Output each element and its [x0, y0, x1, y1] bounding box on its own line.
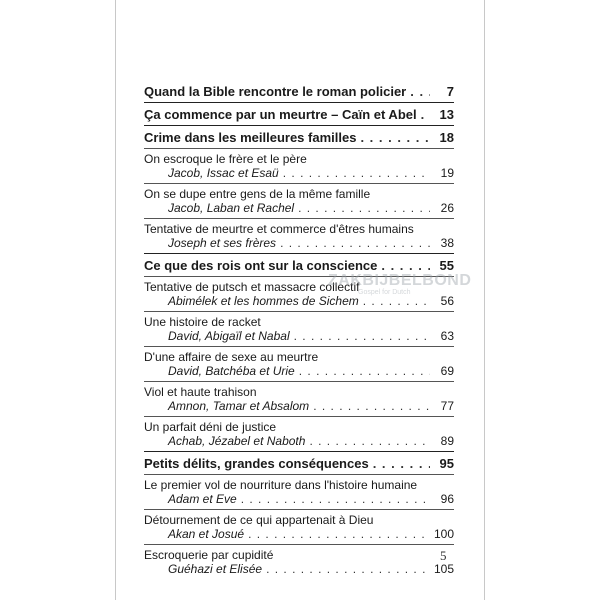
toc-section — [144, 509, 454, 544]
dot-leader — [266, 562, 430, 577]
toc-row — [144, 258, 454, 273]
page-ref: 69 — [440, 364, 454, 378]
section-characters: Amnon, Tamar et Absalom — [168, 399, 310, 413]
toc-section — [144, 276, 454, 311]
dot-leader — [363, 294, 430, 309]
dot-leader — [313, 399, 430, 414]
page-number: 5 — [440, 548, 447, 563]
page-ref: 100 — [434, 527, 455, 541]
watermark-tagline: Gospel for Dutch — [358, 289, 411, 296]
dot-leader — [381, 258, 430, 273]
dot-leader — [283, 166, 430, 181]
section-title: Escroquerie par cupidité — [144, 548, 274, 562]
page-ref: 95 — [439, 456, 454, 471]
toc-row — [144, 492, 454, 507]
toc-section — [144, 416, 454, 451]
section-title: D'une affaire de sexe au meurtre — [144, 350, 319, 364]
toc-chapter — [144, 451, 454, 474]
section-characters: Guéhazi et Elisée — [168, 562, 263, 576]
dot-leader — [294, 329, 430, 344]
dot-leader — [299, 364, 430, 379]
toc-section — [144, 218, 454, 253]
dot-leader — [309, 434, 430, 449]
toc-section — [144, 544, 454, 579]
toc-row — [144, 201, 454, 216]
watermark-brand: ZAKBIJBELBOND — [328, 272, 472, 289]
section-title: Tentative de meurtre et commerce d'êtres humains — [144, 222, 414, 236]
page-ref: 63 — [440, 329, 454, 343]
toc-section — [144, 474, 454, 509]
toc-section — [144, 381, 454, 416]
page-ref: 105 — [434, 562, 455, 576]
section-title: Viol et haute trahison — [144, 385, 257, 399]
chapter-title: Quand la Bible rencontre le roman policier — [144, 84, 407, 99]
page-ref: 55 — [439, 258, 454, 273]
toc-row — [144, 399, 454, 414]
section-characters: Jacob, Laban et Rachel — [168, 201, 295, 215]
page-ref: 26 — [440, 201, 454, 215]
toc-row — [144, 527, 454, 542]
page-ref: 13 — [439, 107, 454, 122]
dot-leader — [280, 236, 430, 251]
page-ref: 7 — [446, 84, 454, 99]
toc-section — [144, 183, 454, 218]
section-title: Détournement de ce qui appartenait à Dieu — [144, 513, 374, 527]
section-title: Le premier vol de nourriture dans l'histoire humaine — [144, 478, 418, 492]
section-title: On escroque le frère et le père — [144, 152, 307, 166]
section-characters: Abimélek et les hommes de Sichem — [168, 294, 359, 308]
page-ref: 96 — [440, 492, 454, 506]
toc-section — [144, 346, 454, 381]
section-title: Une histoire de racket — [144, 315, 261, 329]
section-characters: Adam et Eve — [168, 492, 237, 506]
dot-leader — [410, 84, 430, 99]
toc-row — [144, 329, 454, 344]
section-title: Un parfait déni de justice — [144, 420, 277, 434]
toc-row — [144, 434, 454, 449]
toc-row — [144, 294, 454, 309]
section-characters: David, Batchéba et Urie — [168, 364, 295, 378]
section-characters: Akan et Josué — [168, 527, 245, 541]
chapter-title: Ce que des rois ont sur la conscience — [144, 258, 378, 273]
toc-row — [144, 562, 454, 577]
dot-leader — [241, 492, 430, 507]
section-title: Tentative de putsch et massacre collectif — [144, 280, 360, 294]
chapter-title: Crime dans les meilleures familles — [144, 130, 357, 145]
toc-row — [144, 166, 454, 181]
toc-row — [144, 107, 454, 122]
dot-leader — [373, 456, 430, 471]
page-ref: 19 — [440, 166, 454, 180]
section-characters: Jacob, Issac et Esaü — [168, 166, 279, 180]
dot-leader — [360, 130, 430, 145]
toc-section — [144, 311, 454, 346]
page-ref: 89 — [440, 434, 454, 448]
dot-leader — [248, 527, 430, 542]
section-title: On se dupe entre gens de la même famille — [144, 187, 371, 201]
section-characters: Achab, Jézabel et Naboth — [168, 434, 306, 448]
page-ref: 77 — [440, 399, 454, 413]
section-characters: David, Abigaïl et Nabal — [168, 329, 290, 343]
dot-leader — [421, 107, 430, 122]
chapter-title: Ça commence par un meurtre – Caïn et Abel — [144, 107, 417, 122]
toc-row — [144, 364, 454, 379]
toc-row — [144, 236, 454, 251]
toc-section — [144, 148, 454, 183]
page-ref: 18 — [439, 130, 454, 145]
page-ref: 38 — [440, 236, 454, 250]
page-ref: 56 — [440, 294, 454, 308]
toc-chapter — [144, 125, 454, 148]
table-of-contents — [144, 80, 454, 579]
toc-chapter — [144, 102, 454, 125]
section-characters: Joseph et ses frères — [168, 236, 277, 250]
toc-chapter — [144, 253, 454, 276]
toc-row — [144, 130, 454, 145]
chapter-title: Petits délits, grandes conséquences — [144, 456, 369, 471]
toc-row — [144, 84, 454, 99]
toc-row — [144, 456, 454, 471]
toc-chapter — [144, 80, 454, 102]
dot-leader — [298, 201, 430, 216]
